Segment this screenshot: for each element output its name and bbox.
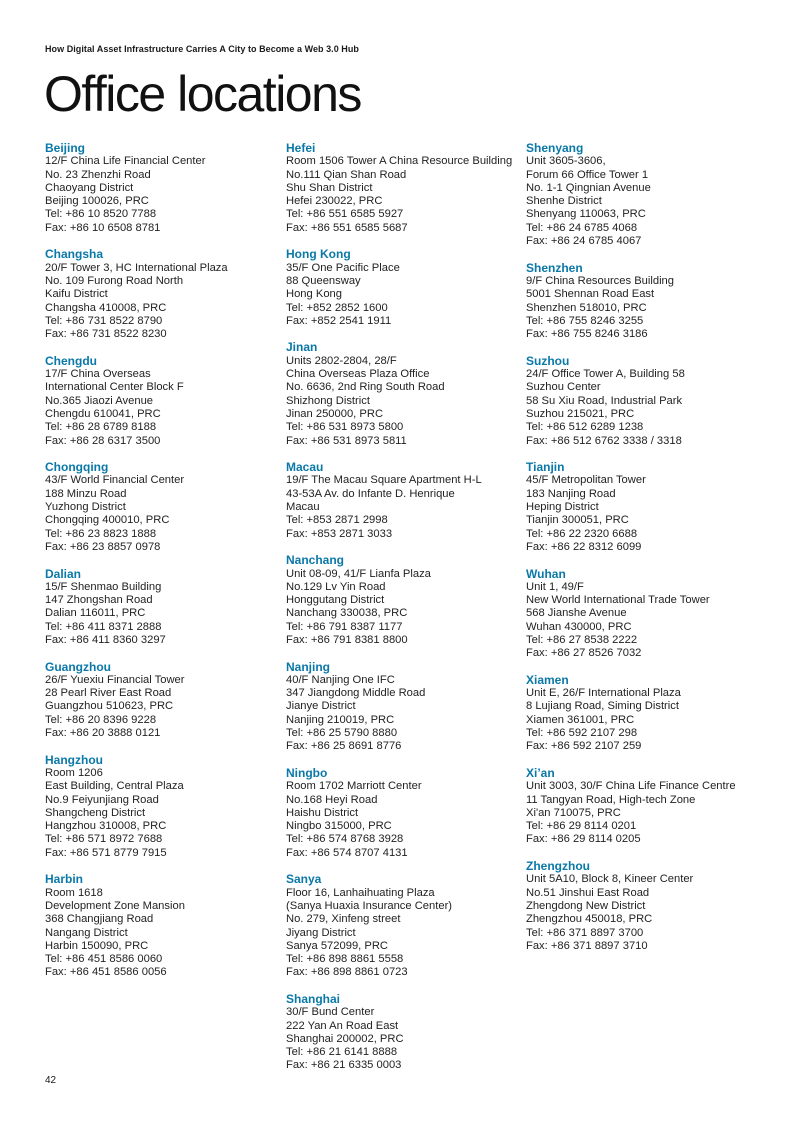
office-address-line: 19/F The Macau Square Apartment H-L <box>286 474 482 487</box>
office-address-line: Shu Shan District <box>286 181 373 194</box>
office-address-line: No.51 Jinshui East Road <box>526 886 650 899</box>
office-address-line: Room 1618 <box>45 886 103 899</box>
office-address-line: Zhengdong New District <box>526 899 646 912</box>
office-address-line: Tel: +86 411 8371 2888 <box>45 620 162 633</box>
office-address-line: Kaifu District <box>45 288 108 301</box>
office-entry <box>286 993 526 1073</box>
office-city: Macau <box>286 460 324 475</box>
office-address-line: Honggutang District <box>286 594 385 607</box>
office-entry <box>45 461 285 554</box>
office-address-line: Beijing 100026, PRC <box>45 195 149 208</box>
office-entry <box>526 355 766 448</box>
office-city: Hangzhou <box>45 752 103 767</box>
office-address-line: Tel: +86 574 8768 3928 <box>286 833 404 846</box>
office-address-line: Fax: +86 551 6585 5687 <box>286 221 408 234</box>
office-address-line: Yuzhong District <box>45 501 126 514</box>
office-address-line: Jinan 250000, PRC <box>286 407 384 420</box>
office-entry <box>286 461 526 541</box>
office-address-line: Shizhong District <box>286 394 370 407</box>
office-address-line: Fax: +86 10 6508 8781 <box>45 221 161 234</box>
office-address-line: Fax: +86 22 8312 6099 <box>526 540 642 553</box>
office-address-line: Fax: +86 592 2107 259 <box>526 740 642 753</box>
office-city: Chongqing <box>45 460 109 475</box>
office-address-line: (Sanya Huaxia Insurance Center) <box>286 899 453 912</box>
office-column-3 <box>526 142 766 966</box>
office-address-line: 35/F One Pacific Place <box>286 261 400 274</box>
office-address-line: Jiyang District <box>286 926 356 939</box>
office-city: Xiamen <box>526 672 569 687</box>
office-city: Wuhan <box>526 566 566 581</box>
office-address-line: Macau <box>286 501 320 514</box>
office-address-line: Chengdu 610041, PRC <box>45 407 161 420</box>
office-city: Changsha <box>45 247 104 262</box>
office-address-line: Tianjin 300051, PRC <box>526 514 629 527</box>
office-address-line: Room 1506 Tower A China Resource Building <box>286 155 513 168</box>
office-address-line: Jianye District <box>286 700 356 713</box>
office-address-line: Fax: +86 755 8246 3186 <box>526 328 648 341</box>
office-address-line: Suzhou Center <box>526 381 601 394</box>
office-city: Zhengzhou <box>526 859 590 874</box>
office-address-line: 188 Minzu Road <box>45 487 127 500</box>
office-city: Shenyang <box>526 141 584 155</box>
office-city: Chengdu <box>45 353 97 368</box>
office-address-line: Fax: +86 371 8897 3710 <box>526 939 648 952</box>
office-address-line: East Building, Central Plaza <box>45 780 184 793</box>
office-address-line: Fax: +86 20 3888 0121 <box>45 727 161 740</box>
office-address-line: Room 1206 <box>45 766 103 779</box>
office-entry <box>526 461 766 554</box>
office-entry <box>526 142 766 248</box>
office-address-line: Tel: +86 20 8396 9228 <box>45 713 157 726</box>
office-address-line: Fax: +86 451 8586 0056 <box>45 966 167 979</box>
office-address-line: Tel: +86 755 8246 3255 <box>526 314 644 327</box>
office-city: Nanjing <box>286 659 330 674</box>
office-address-line: 26/F Yuexiu Financial Tower <box>45 673 185 686</box>
office-address-line: Tel: +86 551 6585 5927 <box>286 208 404 221</box>
office-column-2 <box>286 142 526 1086</box>
office-address-line: Tel: +86 791 8387 1177 <box>286 620 403 633</box>
office-address-line: Tel: +86 898 8861 5558 <box>286 953 404 966</box>
office-address-line: No. 1-1 Qingnian Avenue <box>526 181 651 194</box>
office-address-line: Shenzhen 518010, PRC <box>526 301 647 314</box>
running-header: How Digital Asset Infrastructure Carries A City to Become a Web 3.0 Hub <box>45 44 359 54</box>
office-address-line: Tel: +86 22 2320 6688 <box>526 527 638 540</box>
office-address-line: Tel: +86 24 6785 4068 <box>526 221 638 234</box>
office-city: Xi’an <box>526 765 555 780</box>
office-entry <box>286 142 526 235</box>
office-address-line: 12/F China Life Financial Center <box>45 155 206 168</box>
office-address-line: 568 Jianshe Avenue <box>526 607 627 620</box>
office-address-line: Tel: +86 21 6141 8888 <box>286 1046 398 1059</box>
office-address-line: 347 Jiangdong Middle Road <box>286 687 426 700</box>
office-address-line: Suzhou 215021, PRC <box>526 407 635 420</box>
office-entry <box>45 142 285 235</box>
office-address-line: 20/F Tower 3, HC International Plaza <box>45 261 228 274</box>
office-address-line: 5001 Shennan Road East <box>526 288 655 301</box>
office-entry <box>45 873 285 979</box>
office-address-line: Tel: +86 23 8823 1888 <box>45 527 157 540</box>
office-address-line: No.129 Lv Yin Road <box>286 580 386 593</box>
office-address-line: Fax: +86 531 8973 5811 <box>286 434 407 447</box>
office-city: Guangzhou <box>45 659 111 674</box>
office-address-line: No. 109 Furong Road North <box>45 274 184 287</box>
office-entry <box>286 767 526 860</box>
office-entry <box>286 554 526 647</box>
office-entry <box>286 873 526 979</box>
office-address-line: Unit 1, 49/F <box>526 580 584 593</box>
office-address-line: Tel: +86 371 8897 3700 <box>526 926 644 939</box>
office-address-line: Shenyang 110063, PRC <box>526 208 646 221</box>
office-address-line: 30/F Bund Center <box>286 1006 375 1019</box>
office-address-line: Development Zone Mansion <box>45 899 185 912</box>
office-address-line: Fax: +86 571 8779 7915 <box>45 846 167 859</box>
office-address-line: No.9 Feiyunjiang Road <box>45 793 159 806</box>
office-entry <box>286 341 526 447</box>
office-city: Hong Kong <box>286 247 351 262</box>
office-address-line: Unit 08-09, 41/F Lianfa Plaza <box>286 567 431 580</box>
office-address-line: Tel: +86 731 8522 8790 <box>45 314 163 327</box>
office-entry <box>526 674 766 754</box>
office-address-line: Tel: +86 451 8586 0060 <box>45 953 163 966</box>
office-entry <box>526 568 766 661</box>
office-entry <box>526 262 766 342</box>
office-address-line: Hangzhou 310008, PRC <box>45 820 167 833</box>
office-address-line: Tel: +86 29 8114 0201 <box>526 820 637 833</box>
office-address-line: No.365 Jiaozi Avenue <box>45 394 154 407</box>
office-address-line: Shenhe District <box>526 195 602 208</box>
office-address-line: 28 Pearl River East Road <box>45 687 172 700</box>
office-entry <box>45 248 285 341</box>
office-address-line: Harbin 150090, PRC <box>45 939 149 952</box>
office-address-line: Chongqing 400010, PRC <box>45 514 170 527</box>
office-address-line: 17/F China Overseas <box>45 368 151 381</box>
office-address-line: Fax: +852 2541 1911 <box>286 314 392 327</box>
office-city: Jinan <box>286 340 318 355</box>
office-entry <box>286 661 526 754</box>
office-city: Shanghai <box>286 992 341 1006</box>
office-entry <box>45 568 285 648</box>
office-address-line: Fax: +86 23 8857 0978 <box>45 540 161 553</box>
office-address-line: 222 Yan An Road East <box>286 1019 399 1032</box>
office-address-line: Tel: +86 592 2107 298 <box>526 727 638 740</box>
office-address-line: Fax: +86 411 8360 3297 <box>45 633 166 646</box>
office-address-line: Unit 3605-3606, <box>526 155 606 168</box>
office-address-line: Tel: +86 10 8520 7788 <box>45 208 157 221</box>
office-address-line: Shanghai 200002, PRC <box>286 1032 404 1045</box>
office-address-line: Tel: +86 531 8973 5800 <box>286 421 404 434</box>
office-address-line: 43-53A Av. do Infante D. Henrique <box>286 487 455 500</box>
office-address-line: 43/F World Financial Center <box>45 474 185 487</box>
office-entry <box>45 355 285 448</box>
office-address-line: Fax: +86 28 6317 3500 <box>45 434 161 447</box>
office-address-line: Forum 66 Office Tower 1 <box>526 168 649 181</box>
office-address-line: No.168 Heyi Road <box>286 793 378 806</box>
office-entry <box>526 860 766 953</box>
office-address-line: Fax: +86 898 8861 0723 <box>286 966 408 979</box>
office-address-line: New World International Trade Tower <box>526 594 710 607</box>
office-address-line: 11 Tangyan Road, High-tech Zone <box>526 793 696 806</box>
office-address-line: 368 Changjiang Road <box>45 913 154 926</box>
office-city: Hefei <box>286 141 316 155</box>
office-address-line: Tel: +86 512 6289 1238 <box>526 421 644 434</box>
office-column-1 <box>45 142 285 993</box>
office-address-line: 147 Zhongshan Road <box>45 594 153 607</box>
office-address-line: Sanya 572099, PRC <box>286 939 388 952</box>
office-address-line: Floor 16, Lanhaihuating Plaza <box>286 886 435 899</box>
office-address-line: Hefei 230022, PRC <box>286 195 383 208</box>
office-city: Dalian <box>45 566 82 581</box>
office-address-line: Tel: +86 27 8538 2222 <box>526 633 638 646</box>
office-address-line: Tel: +852 2852 1600 <box>286 301 388 314</box>
office-address-line: 45/F Metropolitan Tower <box>526 474 646 487</box>
office-address-line: Fax: +853 2871 3033 <box>286 527 393 540</box>
office-address-line: Units 2802-2804, 28/F <box>286 354 397 367</box>
office-address-line: Nanchang 330038, PRC <box>286 607 408 620</box>
office-address-line: 9/F China Resources Building <box>526 274 674 287</box>
office-address-line: Room 1702 Marriott Center <box>286 780 422 793</box>
office-address-line: Wuhan 430000, PRC <box>526 620 632 633</box>
office-address-line: Dalian 116011, PRC <box>45 607 146 620</box>
office-address-line: Tel: +86 571 8972 7688 <box>45 833 163 846</box>
office-address-line: Nangang District <box>45 926 128 939</box>
office-city: Suzhou <box>526 353 570 368</box>
office-address-line: Haishu District <box>286 806 359 819</box>
office-entry <box>286 248 526 328</box>
office-entry <box>45 661 285 741</box>
office-address-line: Chaoyang District <box>45 181 134 194</box>
office-address-line: Unit 5A10, Block 8, Kineer Center <box>526 873 694 886</box>
office-address-line: 183 Nanjing Road <box>526 487 616 500</box>
office-address-line: Guangzhou 510623, PRC <box>45 700 174 713</box>
office-address-line: Tel: +86 25 5790 8880 <box>286 727 398 740</box>
office-address-line: 8 Lujiang Road, Siming District <box>526 700 679 713</box>
office-entry <box>45 754 285 860</box>
office-address-line: International Center Block F <box>45 381 184 394</box>
office-address-line: Shangcheng District <box>45 806 146 819</box>
office-address-line: Ningbo 315000, PRC <box>286 820 392 833</box>
office-address-line: 15/F Shenmao Building <box>45 580 162 593</box>
office-address-line: Zhengzhou 450018, PRC <box>526 913 653 926</box>
office-city: Harbin <box>45 872 84 887</box>
office-address-line: China Overseas Plaza Office <box>286 368 430 381</box>
office-address-line: 40/F Nanjing One IFC <box>286 673 395 686</box>
office-address-line: Fax: +86 27 8526 7032 <box>526 647 642 660</box>
office-city: Beijing <box>45 141 86 155</box>
office-address-line: No.111 Qian Shan Road <box>286 168 407 181</box>
office-address-line: No. 6636, 2nd Ring South Road <box>286 381 445 394</box>
office-address-line: No. 279, Xinfeng street <box>286 913 401 926</box>
office-address-line: Fax: +86 29 8114 0205 <box>526 833 641 846</box>
page-title: Office locations <box>44 66 361 122</box>
office-address-line: Fax: +86 24 6785 4067 <box>526 235 642 248</box>
office-address-line: 88 Queensway <box>286 274 361 287</box>
office-address-line: Heping District <box>526 501 599 514</box>
office-city: Nanchang <box>286 553 345 568</box>
office-address-line: Tel: +853 2871 2998 <box>286 514 388 527</box>
office-address-line: Changsha 410008, PRC <box>45 301 167 314</box>
office-address-line: Fax: +86 21 6335 0003 <box>286 1059 402 1072</box>
office-address-line: Xi'an 710075, PRC <box>526 806 621 819</box>
office-address-line: No. 23 Zhenzhi Road <box>45 168 151 181</box>
office-address-line: Nanjing 210019, PRC <box>286 713 395 726</box>
office-address-line: Fax: +86 731 8522 8230 <box>45 328 167 341</box>
office-address-line: Unit 3003, 30/F China Life Finance Centre <box>526 780 736 793</box>
office-city: Sanya <box>286 872 322 887</box>
office-address-line: Fax: +86 791 8381 8800 <box>286 633 408 646</box>
office-city: Shenzhen <box>526 260 583 275</box>
office-address-line: Xiamen 361001, PRC <box>526 713 635 726</box>
office-address-line: 24/F Office Tower A, Building 58 <box>526 368 685 381</box>
office-address-line: Hong Kong <box>286 288 342 301</box>
office-address-line: Unit E, 26/F International Plaza <box>526 687 681 700</box>
office-address-line: 58 Su Xiu Road, Industrial Park <box>526 394 683 407</box>
office-entry <box>526 767 766 847</box>
office-city: Ningbo <box>286 765 328 780</box>
office-address-line: Tel: +86 28 6789 8188 <box>45 421 157 434</box>
office-address-line: Fax: +86 512 6762 3338 / 3318 <box>526 434 682 447</box>
office-address-line: Fax: +86 574 8707 4131 <box>286 846 408 859</box>
office-city: Tianjin <box>526 460 565 475</box>
office-address-line: Fax: +86 25 8691 8776 <box>286 740 402 753</box>
page-number: 42 <box>45 1075 57 1086</box>
